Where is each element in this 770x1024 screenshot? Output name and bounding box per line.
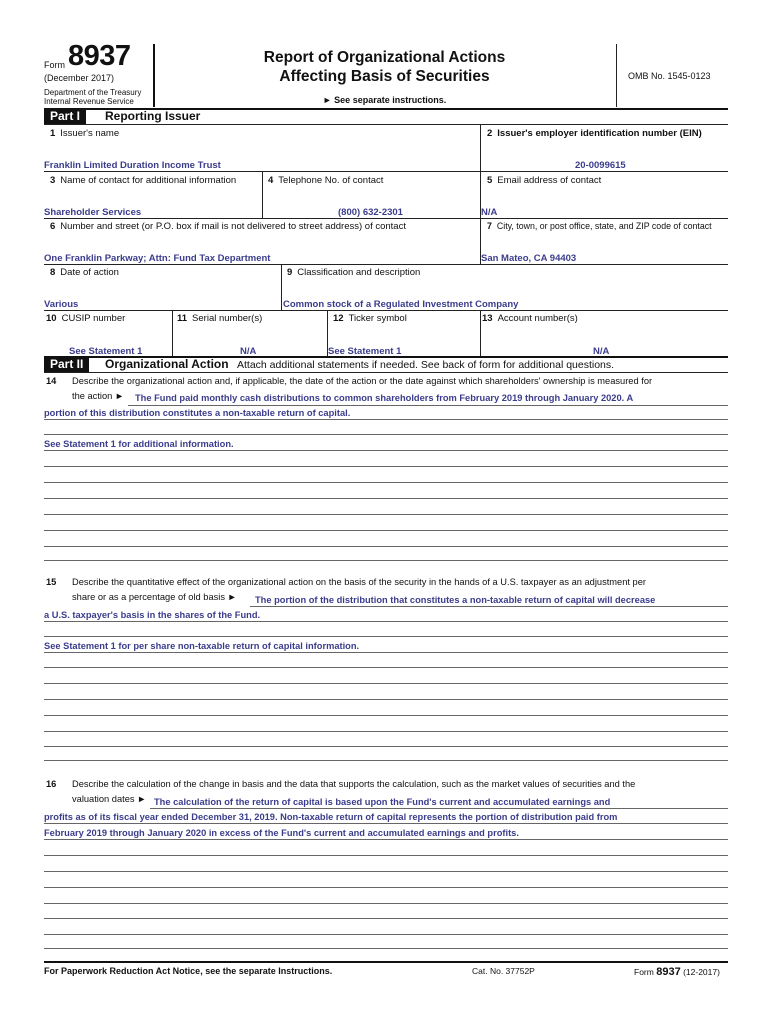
part2-tag: Part II: [44, 357, 89, 372]
q16-answer-line3[interactable]: February 2019 through January 2020 in excess of the Fund's current and accumulated earnings and profits.: [44, 828, 519, 838]
q15-number: 15: [46, 577, 57, 587]
field7-label: 7 City, town, or post office, state, and ZIP code of contact: [487, 221, 712, 231]
title-line1: Report of Organizational Actions: [263, 49, 506, 66]
q14-answer-line1[interactable]: The Fund paid monthly cash distributions to common shareholders from February 2019 through January 2020. A: [135, 393, 634, 403]
form-title: [153, 48, 616, 86]
field6-label: 6 Number and street (or P.O. box if mail is not delivered to street address) of contact: [50, 221, 406, 232]
classification-value[interactable]: Common stock of a Regulated Investment Company: [283, 299, 519, 310]
field1-label: 1 Issuer's name: [50, 128, 120, 139]
part1-tag: Part I: [44, 109, 86, 124]
q14-text-line2: the action ►: [72, 391, 125, 401]
omb-number: OMB No. 1545-0123: [628, 71, 711, 81]
q15-answer-line3[interactable]: See Statement 1 for per share non-taxable return of capital information.: [44, 641, 360, 651]
q15-answer-line1[interactable]: The portion of the distribution that constitutes a non-taxable return of capital will decrease: [255, 595, 656, 605]
q15-text-line1: Describe the quantitative effect of the organizational action on the basis of the security in the hands of a U.S. taxpayer as an adjustment per: [72, 577, 646, 587]
serial-number-value[interactable]: N/A: [240, 346, 257, 357]
field9-label: 9 Classification and description: [287, 267, 421, 278]
dept-line2: Internal Revenue Service: [44, 97, 134, 106]
see-instructions: ► See separate instructions.: [322, 95, 447, 105]
field11-label: 11 Serial number(s): [177, 313, 263, 324]
field4-label: 4 Telephone No. of contact: [268, 175, 384, 186]
form-word: Form: [44, 60, 65, 70]
part1-title: Reporting Issuer: [105, 109, 201, 123]
paperwork-notice: For Paperwork Reduction Act Notice, see the separate Instructions.: [44, 966, 333, 976]
q15-text-line2: share or as a percentage of old basis ►: [72, 592, 237, 602]
ein-value[interactable]: 20-0099615: [575, 160, 626, 171]
form-revision: (December 2017): [44, 73, 115, 83]
q16-number: 16: [46, 779, 57, 789]
title-line2: Affecting Basis of Securities: [279, 68, 490, 85]
street-value[interactable]: One Franklin Parkway; Attn: Fund Tax Department: [44, 253, 271, 264]
cusip-value[interactable]: See Statement 1: [69, 346, 143, 357]
date-of-action-value[interactable]: Various: [44, 299, 79, 310]
contact-name-value[interactable]: Shareholder Services: [44, 207, 142, 218]
footer-form-id: Form 8937 (12-2017): [634, 966, 720, 978]
form-number: 8937: [68, 40, 131, 72]
city-value[interactable]: San Mateo, CA 94403: [481, 253, 577, 264]
field12-label: 12 Ticker symbol: [333, 313, 407, 324]
catalog-number: Cat. No. 37752P: [472, 966, 535, 976]
q16-text-line2: valuation dates ►: [72, 794, 147, 804]
field5-label: 5 Email address of contact: [487, 175, 602, 186]
field10-label: 10 CUSIP number: [46, 313, 126, 324]
q14-text-line1: Describe the organizational action and, if applicable, the date of the action or the date against which shareholders' ownership is measured for: [72, 376, 653, 386]
account-number-value[interactable]: N/A: [593, 346, 610, 357]
issuer-name-value[interactable]: Franklin Limited Duration Income Trust: [44, 160, 221, 171]
part2-subtitle: Attach additional statements if needed. See back of form for additional questions.: [237, 359, 615, 371]
q14-number: 14: [46, 376, 57, 386]
dept-line1: Department of the Treasury: [44, 88, 142, 97]
q16-text-line1: Describe the calculation of the change in basis and the data that supports the calculation, such as the market values of securities and the: [72, 779, 636, 789]
ticker-value[interactable]: See Statement 1: [328, 346, 402, 357]
field13-label: 13 Account number(s): [482, 313, 578, 324]
field2-label: 2 Issuer's employer identification number (EIN): [487, 128, 702, 139]
part2-title: Organizational Action: [105, 357, 229, 371]
email-value[interactable]: N/A: [481, 207, 498, 218]
telephone-value[interactable]: (800) 632-2301: [338, 207, 403, 218]
q14-answer-line2[interactable]: portion of this distribution constitutes a non-taxable return of capital.: [44, 408, 351, 418]
q16-answer-line1[interactable]: The calculation of the return of capital is based upon the Fund's current and accumulated earnings and: [154, 797, 611, 807]
q15-answer-line2[interactable]: a U.S. taxpayer's basis in the shares of the Fund.: [44, 610, 261, 620]
q14-answer-line3[interactable]: See Statement 1 for additional information.: [44, 439, 234, 449]
field8-label: 8 Date of action: [50, 267, 119, 278]
field3-label: 3 Name of contact for additional information: [50, 175, 237, 186]
q16-answer-line2[interactable]: profits as of its fiscal year ended December 31, 2019. Non-taxable return of capital represents the portion of distribution paid from: [44, 812, 618, 822]
